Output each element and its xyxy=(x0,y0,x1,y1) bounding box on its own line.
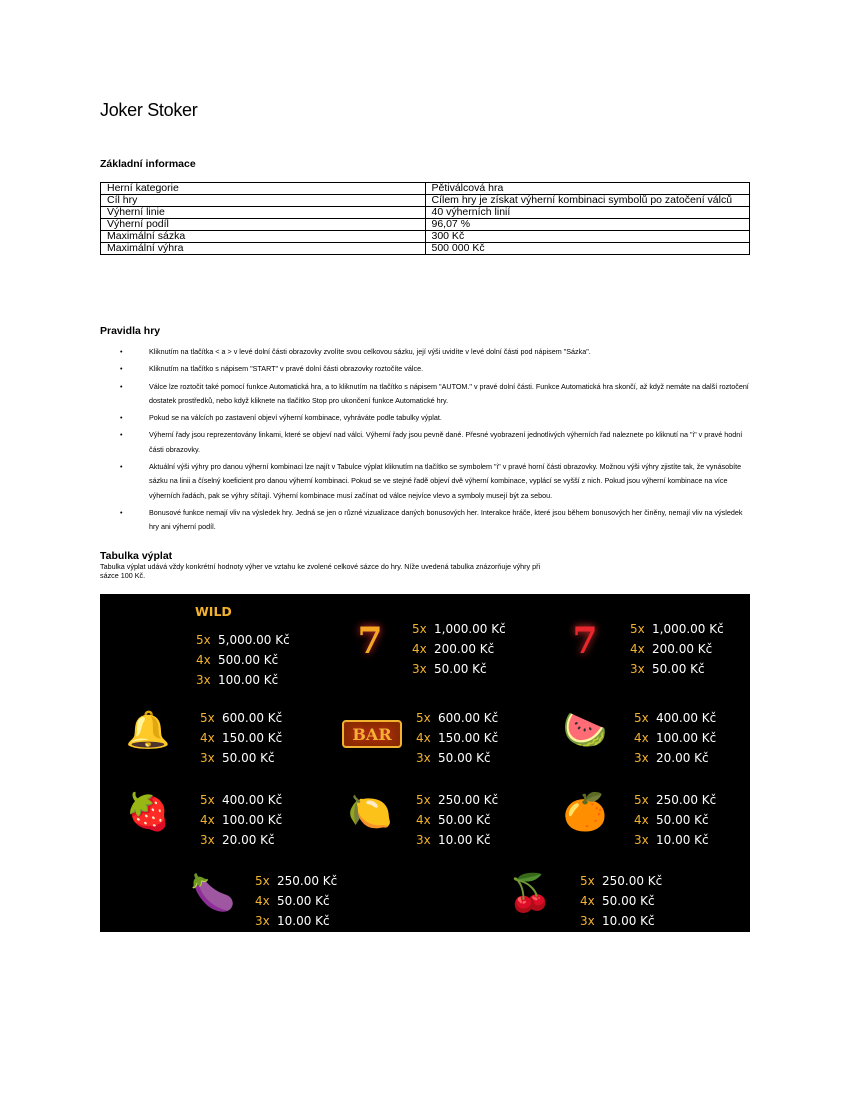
payout-line xyxy=(580,911,662,931)
payout-value: 50.00 Kč xyxy=(656,813,709,827)
watermelon-icon: 🍉 xyxy=(562,710,608,751)
multiplier: 5x xyxy=(255,874,270,888)
page-title: Joker Stoker xyxy=(100,100,198,120)
payout-line xyxy=(412,659,506,679)
paytable-heading: Tabulka výplat xyxy=(100,550,173,562)
payout-line xyxy=(255,891,337,911)
payout-value: 1,000.00 Kč xyxy=(434,622,506,636)
multiplier: 3x xyxy=(634,833,649,847)
multiplier: 3x xyxy=(196,673,211,687)
plum-icon: 🍆 xyxy=(190,873,236,914)
payout-line xyxy=(416,790,498,810)
seven-icon: 7 xyxy=(357,620,383,662)
table-value: Cílem hry je získat výherní kombinaci symbolů po zatočení válců xyxy=(425,195,750,207)
multiplier: 4x xyxy=(200,731,215,745)
multiplier: 4x xyxy=(580,894,595,908)
payout-value: 400.00 Kč xyxy=(656,711,717,725)
payout-value: 10.00 Kč xyxy=(277,914,330,928)
table-label: Výherní podíl xyxy=(101,219,426,231)
payout-value: 50.00 Kč xyxy=(434,662,487,676)
orange-icon: 🍊 xyxy=(562,792,608,833)
payout-lines xyxy=(200,708,282,768)
basic-info-table xyxy=(100,182,750,255)
paytable-intro xyxy=(100,550,550,580)
payout-line xyxy=(200,748,282,768)
payout-line xyxy=(416,830,498,850)
payout-value: 10.00 Kč xyxy=(438,833,491,847)
payout-lines xyxy=(416,708,498,768)
multiplier: 4x xyxy=(412,642,427,656)
payout-value: 10.00 Kč xyxy=(602,914,655,928)
payout-line xyxy=(412,619,506,639)
payout-line xyxy=(416,728,498,748)
payout-line xyxy=(634,748,716,768)
rule-item: • Kliknutím na tlačítko s nápisem "START" v pravé dolní části obrazovky roztočíte válce. xyxy=(100,362,750,376)
payout-line xyxy=(200,728,282,748)
table-value: 96,07 % xyxy=(425,219,750,231)
table-value: 500 000 Kč xyxy=(425,243,750,255)
rule-item: • Aktuální výši výhry pro danou výherní kombinaci lze najít v Tabulce výplat kliknutím na tlačítko se symbolem "i" v pravé horní části obrazovky. Možnou výši výhry zjistíte tak, že vynásobíte sázku na linii a číselný koeficient pro danou výherní kombinaci. Pokud se ve stejné řadě objeví dvě výherní kombinace, vyplácí se vyšší z nich. Pokud jsou výherní kombinace na více výherních řadách, pak se výhry sčítají. Výherní kombinace musí začínat od válce nejvíce vlevo a symboly musejí být za sebou. xyxy=(100,460,750,503)
payout-value: 50.00 Kč xyxy=(438,813,491,827)
payout-value: 100.00 Kč xyxy=(656,731,717,745)
multiplier: 3x xyxy=(200,751,215,765)
payout-line xyxy=(200,790,282,810)
table-value: 300 Kč xyxy=(425,231,750,243)
payout-value: 200.00 Kč xyxy=(434,642,495,656)
multiplier: 3x xyxy=(200,833,215,847)
payout-lines xyxy=(200,790,282,850)
payout-line xyxy=(630,639,724,659)
bell-icon: 🔔 xyxy=(125,710,171,751)
table-value: Pětiválcová hra xyxy=(425,183,750,195)
bar-icon: BAR xyxy=(342,720,402,748)
payout-value: 150.00 Kč xyxy=(222,731,283,745)
rule-item: • Bonusové funkce nemají vliv na výsledek hry. Jedná se jen o různé vizualizace daných bonusových her. Interakce hráče, které jsou během bonusových her činěny, nemají vliv na výsledek hry ani výherní podíl. xyxy=(100,506,750,535)
table-label: Cíl hry xyxy=(101,195,426,207)
multiplier: 3x xyxy=(255,914,270,928)
payout-line xyxy=(416,748,498,768)
cherry-icon: 🍒 xyxy=(507,873,553,914)
payout-line xyxy=(200,708,282,728)
payout-value: 150.00 Kč xyxy=(438,731,499,745)
payout-lines xyxy=(196,630,290,690)
payout-lines xyxy=(255,871,337,931)
table-row xyxy=(101,243,750,255)
payout-value: 200.00 Kč xyxy=(652,642,713,656)
wild-label: WILD xyxy=(195,604,232,619)
payout-value: 250.00 Kč xyxy=(438,793,499,807)
payout-value: 5,000.00 Kč xyxy=(218,633,290,647)
rules-heading: Pravidla hry xyxy=(100,325,161,337)
payout-lines xyxy=(630,619,724,679)
payout-line xyxy=(200,810,282,830)
payout-lines xyxy=(634,790,716,850)
payout-value: 50.00 Kč xyxy=(277,894,330,908)
payout-line xyxy=(255,871,337,891)
payout-line xyxy=(630,659,724,679)
payout-value: 50.00 Kč xyxy=(438,751,491,765)
multiplier: 5x xyxy=(200,793,215,807)
rule-item: • Válce lze roztočit také pomocí funkce Automatická hra, a to kliknutím na tlačítko s nápisem "AUTOM." v pravé dolní části. Funkce Automatická hra skončí, až když nemáte na další roztočení dostatek prostředků, nebo když kliknete na tlačítko Stop pro ukončení funkce Automatické hry. xyxy=(100,380,750,409)
multiplier: 5x xyxy=(630,622,645,636)
payout-line xyxy=(634,728,716,748)
payout-value: 50.00 Kč xyxy=(652,662,705,676)
table-row xyxy=(101,231,750,243)
table-row xyxy=(101,207,750,219)
basic-info-heading: Základní informace xyxy=(100,158,196,170)
payout-value: 250.00 Kč xyxy=(277,874,338,888)
payout-line xyxy=(196,670,290,690)
multiplier: 3x xyxy=(412,662,427,676)
payout-line xyxy=(634,810,716,830)
payout-line xyxy=(634,708,716,728)
table-row xyxy=(101,219,750,231)
payout-line xyxy=(416,810,498,830)
table-value: 40 výherních linií xyxy=(425,207,750,219)
rule-item: • Kliknutím na tlačítka < a > v levé dolní části obrazovky zvolíte svou celkovou sázku, její výši uvidíte v levé dolní části pod nápisem "Sázka". xyxy=(100,345,750,359)
multiplier: 5x xyxy=(416,711,431,725)
multiplier: 5x xyxy=(416,793,431,807)
payout-line xyxy=(416,708,498,728)
table-label: Maximální sázka xyxy=(101,231,426,243)
rules-list xyxy=(100,345,750,538)
multiplier: 4x xyxy=(630,642,645,656)
table-label: Maximální výhra xyxy=(101,243,426,255)
payout-line xyxy=(255,911,337,931)
payout-value: 600.00 Kč xyxy=(438,711,499,725)
payout-line xyxy=(196,650,290,670)
payout-line xyxy=(412,639,506,659)
multiplier: 4x xyxy=(196,653,211,667)
payout-value: 250.00 Kč xyxy=(602,874,663,888)
multiplier: 4x xyxy=(416,731,431,745)
payout-line xyxy=(580,871,662,891)
multiplier: 4x xyxy=(634,813,649,827)
multiplier: 5x xyxy=(196,633,211,647)
payout-value: 100.00 Kč xyxy=(222,813,283,827)
multiplier: 5x xyxy=(412,622,427,636)
multiplier: 3x xyxy=(630,662,645,676)
multiplier: 3x xyxy=(634,751,649,765)
multiplier: 4x xyxy=(416,813,431,827)
payout-lines xyxy=(580,871,662,931)
table-row xyxy=(101,195,750,207)
joker-icon: 🃏 xyxy=(129,631,167,673)
multiplier: 4x xyxy=(634,731,649,745)
multiplier: 3x xyxy=(580,914,595,928)
payout-value: 10.00 Kč xyxy=(656,833,709,847)
payout-line xyxy=(196,630,290,650)
payout-value: 1,000.00 Kč xyxy=(652,622,724,636)
multiplier: 5x xyxy=(634,711,649,725)
payout-value: 400.00 Kč xyxy=(222,793,283,807)
multiplier: 4x xyxy=(200,813,215,827)
table-label: Herní kategorie xyxy=(101,183,426,195)
lemon-icon: 🍋 xyxy=(347,792,393,833)
payout-value: 500.00 Kč xyxy=(218,653,279,667)
payout-line xyxy=(580,891,662,911)
paytable-description: Tabulka výplat udává vždy konkrétní hodnoty výher ve vztahu ke zvolené celkové sázce do hry. Níže uvedená tabulka znázorňuje výhry při sázce 100 Kč. xyxy=(100,562,541,580)
payout-lines xyxy=(634,708,716,768)
table-label: Výherní linie xyxy=(101,207,426,219)
payout-line xyxy=(630,619,724,639)
multiplier: 3x xyxy=(416,751,431,765)
multiplier: 5x xyxy=(580,874,595,888)
paytable-panel xyxy=(100,594,750,932)
payout-value: 100.00 Kč xyxy=(218,673,279,687)
table-row xyxy=(101,183,750,195)
rule-item: • Výherní řady jsou reprezentovány linkami, které se objeví nad válci. Výherní řady jsou pevně dané. Přesné vyobrazení jednotlivých výherních řad naleznete po kliknutí na "i" v pravé hodní části obrazovky. xyxy=(100,428,750,457)
payout-value: 50.00 Kč xyxy=(222,751,275,765)
payout-value: 20.00 Kč xyxy=(656,751,709,765)
payout-value: 20.00 Kč xyxy=(222,833,275,847)
payout-value: 600.00 Kč xyxy=(222,711,283,725)
payout-line xyxy=(634,830,716,850)
payout-lines xyxy=(416,790,498,850)
payout-line xyxy=(200,830,282,850)
payout-value: 250.00 Kč xyxy=(656,793,717,807)
rule-item: • Pokud se na válcích po zastavení objeví výherní kombinace, vyhráváte podle tabulky výplat. xyxy=(100,411,750,425)
multiplier: 5x xyxy=(634,793,649,807)
payout-lines xyxy=(412,619,506,679)
multiplier: 3x xyxy=(416,833,431,847)
multiplier: 4x xyxy=(255,894,270,908)
payout-value: 50.00 Kč xyxy=(602,894,655,908)
red-seven-icon: 7 xyxy=(572,620,598,662)
strawberry-icon: 🍓 xyxy=(125,792,171,833)
payout-line xyxy=(634,790,716,810)
multiplier: 5x xyxy=(200,711,215,725)
